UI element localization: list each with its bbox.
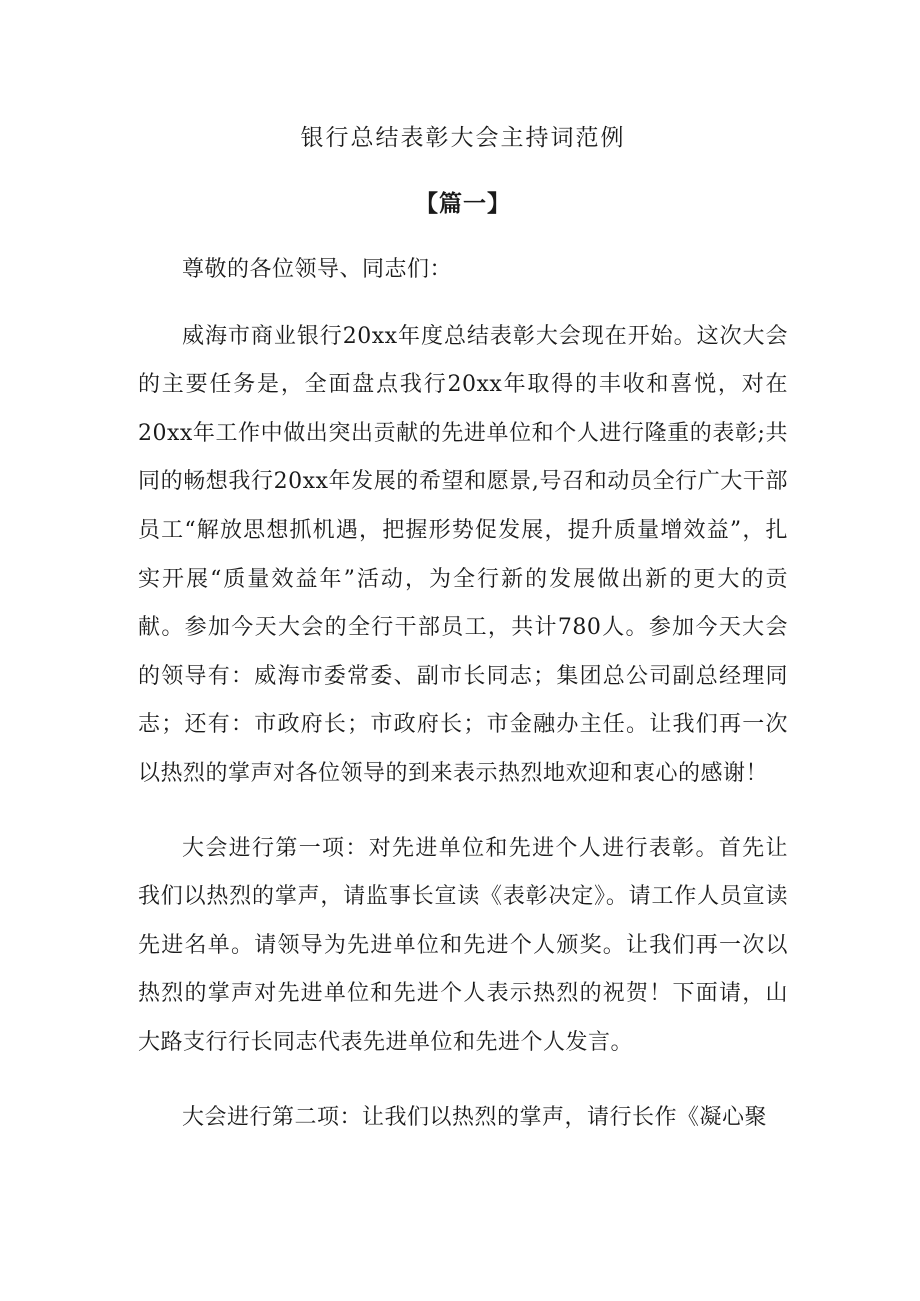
section-label: 【篇一】 <box>415 190 511 217</box>
salutation: 尊敬的各位领导、同志们： <box>182 257 453 282</box>
paragraph-item-two: 大会进行第二项：让我们以热烈的掌声，请行长作《凝心聚 <box>182 1104 768 1130</box>
document-page <box>138 110 788 1142</box>
paragraph-opening: 威海市商业银行20xx年度总结表彰大会现在开始。这次大会的主要任务是，全面盘点我行20xx年取得的丰收和喜悦，对在20xx年工作中做出突出贡献的先进单位和个人进行隆重的表彰;共同的畅想我行20xx年发展的希望和愿景,号召和动员全行广大干部员工“解放思想抓机遇，把握形势促发展，提升质量增效益”，扎实开展“质量效益年”活动，为全行新的发展做出新的更大的贡献。参加今天大会的全行干部员工，共计780人。参加今天大会的领导有：威海市委常委、副市长同志；集团总公司副总经理同志；还有：市政府长；市政府长；市金融办主任。让我们再一次以热烈的掌声对各位领导的到来表示热烈地欢迎和衷心的感谢！ <box>138 323 788 786</box>
document-title: 银行总结表彰大会主持词范例 <box>300 125 626 151</box>
paragraph-item-one: 大会进行第一项：对先进单位和先进个人进行表彰。首先让我们以热烈的掌声，请监事长宣读《表彰决定》。请工作人员宣读先进名单。请领导为先进单位和先进个人颁奖。让我们再一次以热烈的掌声对先进单位和先进个人表示热烈的祝贺！下面请，山大路支行行长同志代表先进单位和先进个人发言。 <box>138 835 788 1055</box>
